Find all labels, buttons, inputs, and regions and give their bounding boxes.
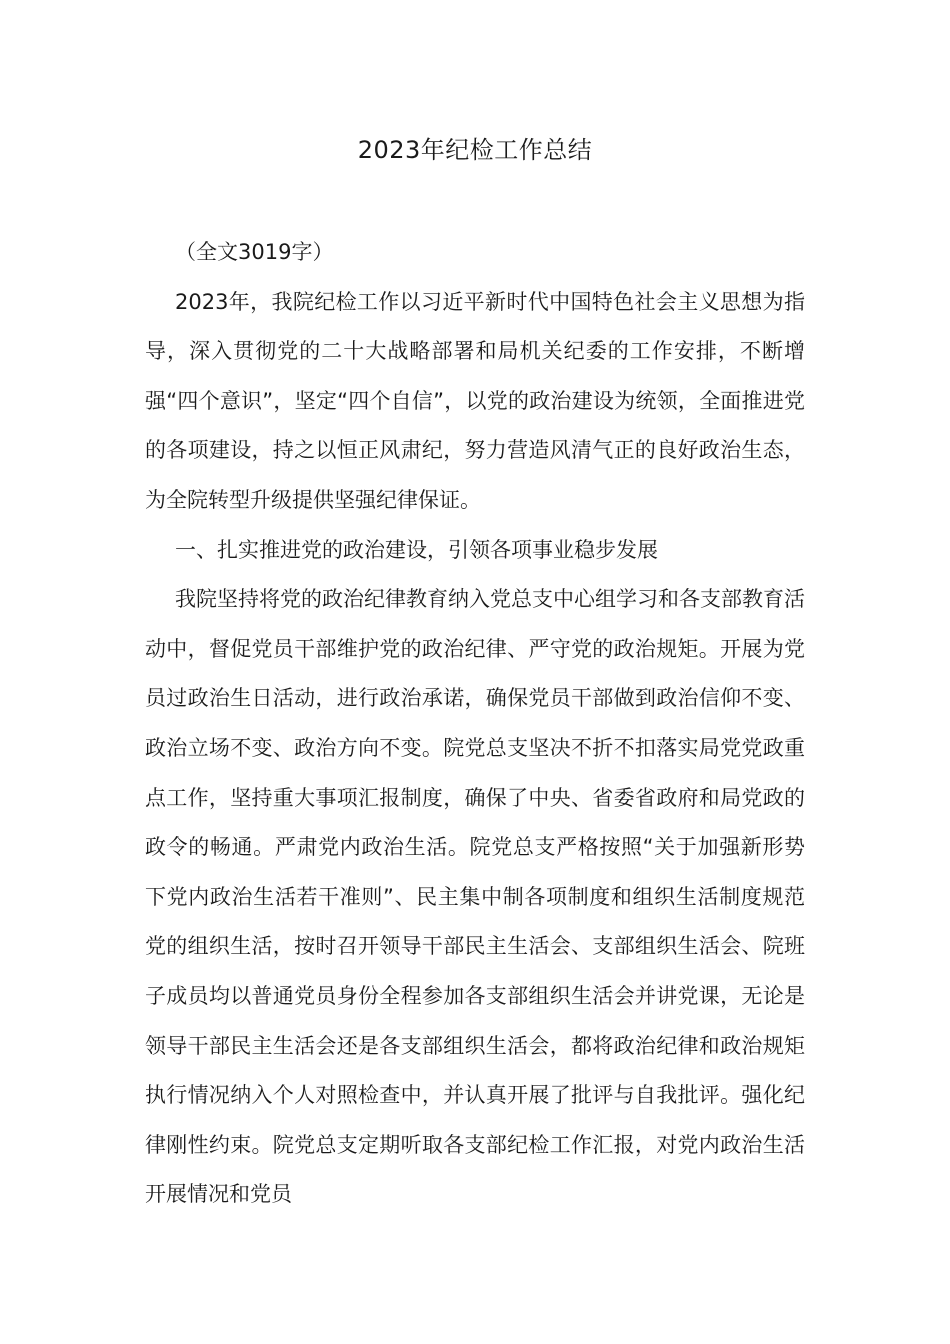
word-count-note: （全文3019字） xyxy=(175,240,334,264)
section-heading: 一、扎实推进党的政治建设，引领各项事业稳步发展 xyxy=(175,537,658,562)
intro-paragraph: 2023年，我院纪检工作以习近平新时代中国特色社会主义思想为指导，深入贯彻党的二十大战略部署和局机关纪委的工作安排，不断增强“四个意识”，坚定“四个自信”，以党的政治建设为统领，全面推进党的各项建设，持之以恒正风肃纪，努力营造风清气正的良好政治生态，为全院转型升级提供坚强纪律保证。 xyxy=(145,289,805,512)
section-paragraph: 我院坚持将党的政治纪律教育纳入党总支中心组学习和各支部教育活动中，督促党员干部维护党的政治纪律、严守党的政治规矩。开展为党员过政治生日活动，进行政治承诺，确保党员干部做到政治信仰不变、政治立场不变、政治方向不变。院党总支坚决不折不扣落实局党党政重点工作，坚持重大事项汇报制度，确保了中央、省委省政府和局党政的政令的畅通。严肃党内政治生活。院党总支严格按照“关于加强新形势下党内政治生活若干准则”、民主集中制各项制度和组织生活制度规范党的组织生活，按时召开领导干部民主生活会、支部组织生活会、院班子成员均以普通党员身份全程参加各支部组织生活会并讲党课，无论是领导干部民主生活会还是各支部组织生活会，都将政治纪律和政治规矩执行情况纳入个人对照检查中，并认真开展了批评与自我批评。强化纪律刚性约束。院党总支定期听取各支部纪检工作汇报，对党内政治生活开展情况和党员 xyxy=(145,587,805,1207)
document-body xyxy=(145,228,805,1220)
document-title: 2023年纪检工作总结 xyxy=(357,136,593,164)
